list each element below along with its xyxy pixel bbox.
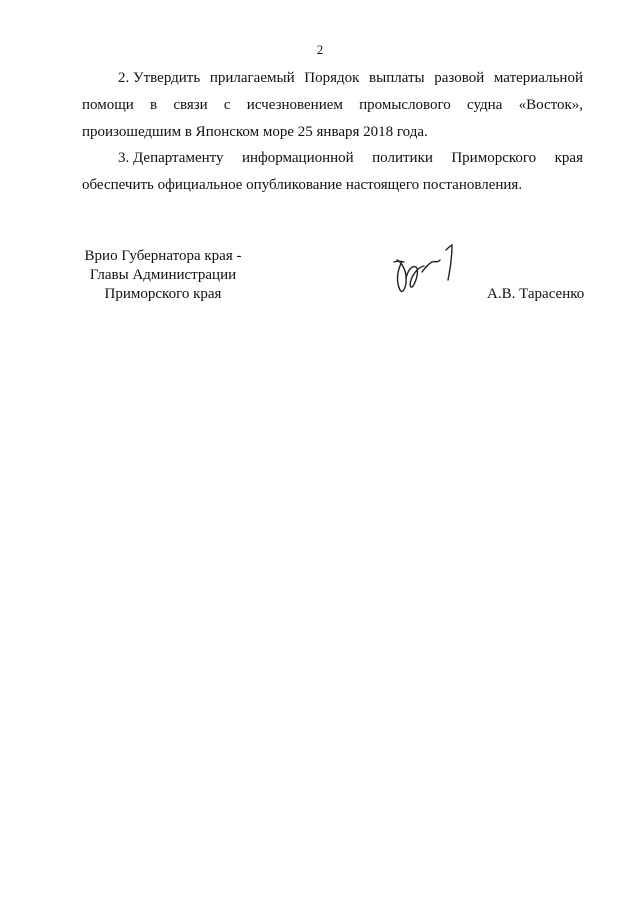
word: 2. Утвердить bbox=[118, 70, 201, 86]
page-number: 2 bbox=[316, 42, 324, 57]
word: 3. Департаменту bbox=[118, 150, 224, 166]
word: Порядок bbox=[304, 70, 360, 86]
paragraph-2-line-1 bbox=[82, 65, 583, 92]
paragraph-3-line-2: обеспечить официальное опубликование настоящего постановления. bbox=[82, 177, 523, 193]
handwritten-signature-icon bbox=[388, 240, 468, 296]
word: прилагаемый bbox=[209, 70, 295, 86]
paragraph-2-line-3: произошедшим в Японском море 25 января 2018 года. bbox=[82, 124, 428, 140]
signatory-position bbox=[78, 247, 248, 304]
word: Приморского bbox=[451, 150, 537, 166]
signer-name: А.В. Тарасенко bbox=[487, 286, 585, 302]
word: «Восток», bbox=[518, 97, 583, 113]
word: разовой bbox=[434, 70, 485, 86]
paragraph-2-line-2 bbox=[82, 92, 583, 119]
word: выплаты bbox=[369, 70, 425, 86]
word: судна bbox=[467, 97, 503, 113]
paragraph-2 bbox=[82, 65, 583, 146]
word: исчезновением bbox=[246, 97, 343, 113]
word: в bbox=[150, 97, 158, 113]
word: края bbox=[554, 150, 583, 166]
word: связи bbox=[173, 97, 208, 113]
paragraph-3-line-1 bbox=[82, 145, 583, 172]
word: промыслового bbox=[359, 97, 451, 113]
paragraph-3 bbox=[82, 145, 583, 199]
word: помощи bbox=[82, 97, 134, 113]
word: с bbox=[223, 97, 231, 113]
word: политики bbox=[372, 150, 433, 166]
position-line: Врио Губернатора края - bbox=[84, 248, 242, 264]
position-line: Главы Администрации bbox=[89, 267, 237, 283]
position-line: Приморского края bbox=[104, 286, 222, 302]
word: материальной bbox=[493, 70, 583, 86]
word: информационной bbox=[241, 150, 354, 166]
